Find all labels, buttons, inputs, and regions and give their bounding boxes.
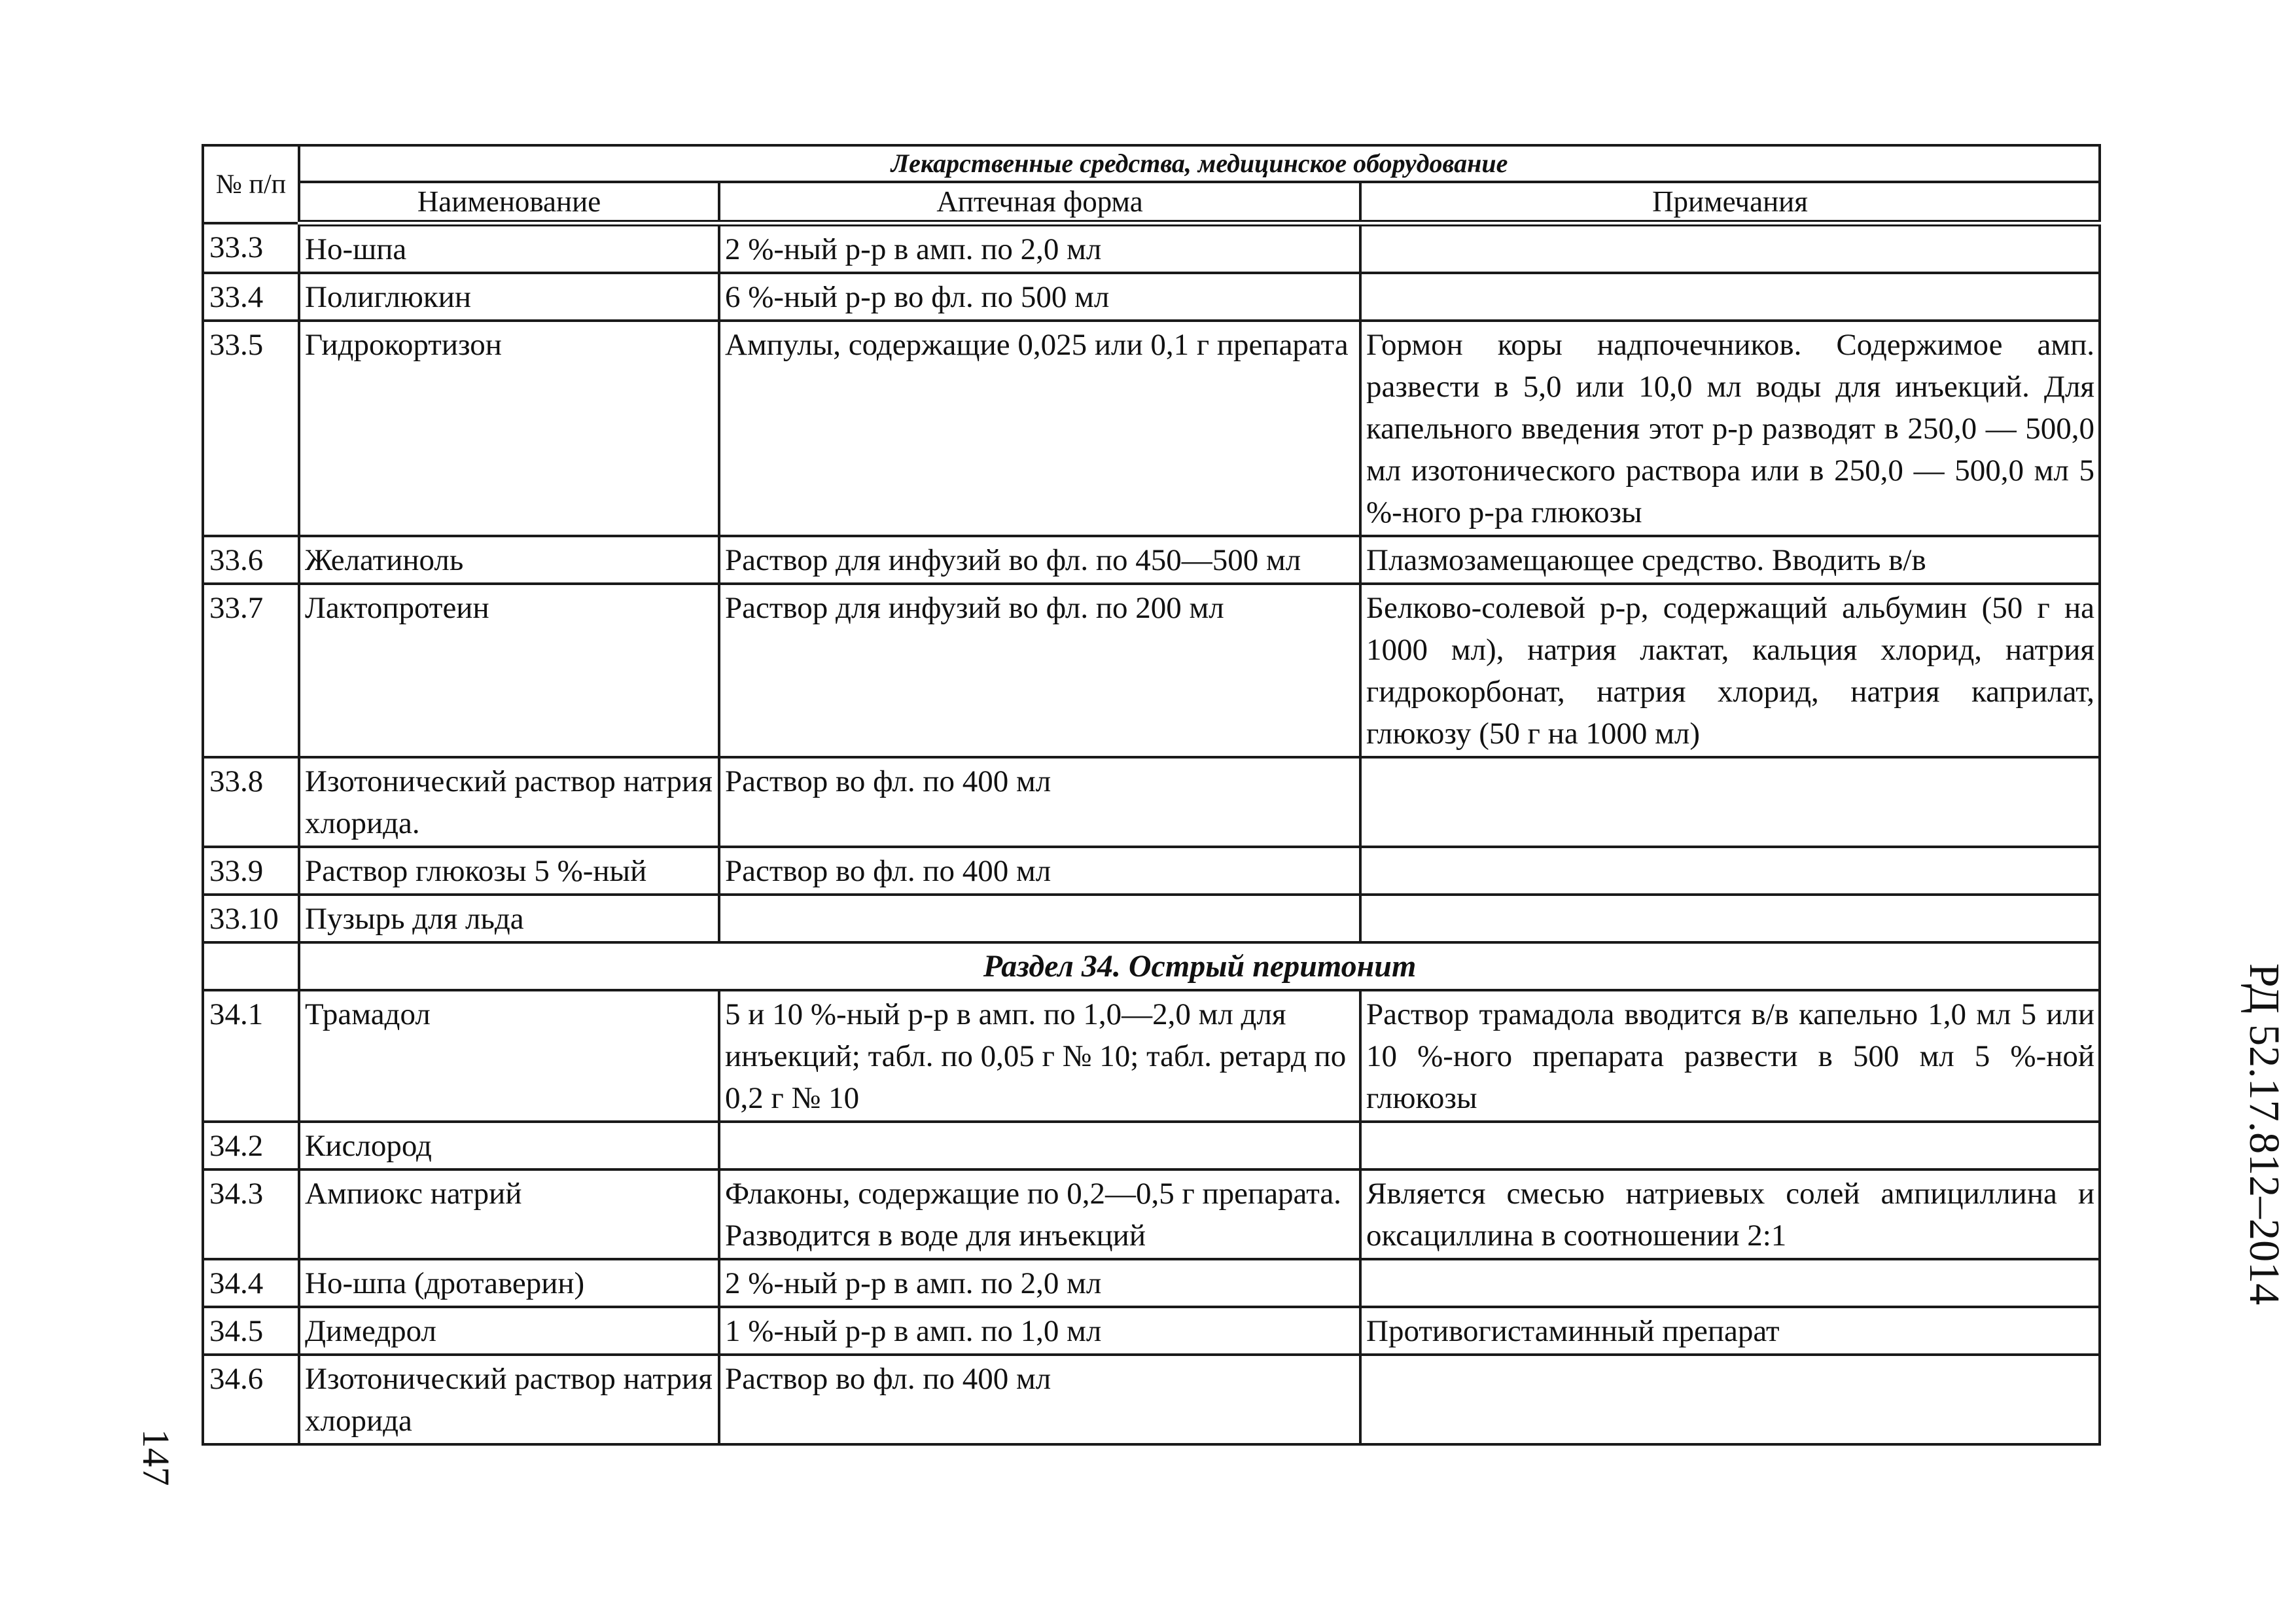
row-form: 2 %-ный р-р в амп. по 2,0 мл (719, 223, 1360, 273)
row-form: Флаконы, содержащие по 0,2—0,5 г препарата. Разводится в воде для инъекций (719, 1169, 1360, 1259)
row-num: 34.3 (203, 1169, 299, 1259)
row-num: 33.10 (203, 895, 299, 942)
row-name: Ампиокс натрий (299, 1169, 719, 1259)
page-number: 147 (135, 1429, 177, 1486)
medications-table (202, 144, 2101, 1446)
section-num-cell (203, 942, 299, 990)
row-name: Но-шпа (дротаверин) (299, 1259, 719, 1307)
row-name: Но-шпа (299, 223, 719, 273)
table-header-row (203, 145, 2100, 182)
table-row (203, 1307, 2100, 1355)
row-num: 33.7 (203, 584, 299, 757)
row-name: Желатиноль (299, 536, 719, 584)
table-body (203, 223, 2100, 1444)
table-row (203, 895, 2100, 942)
row-num: 34.6 (203, 1355, 299, 1444)
table-row (203, 1169, 2100, 1259)
row-num: 33.5 (203, 321, 299, 536)
row-form: 5 и 10 %-ный р-р в амп. по 1,0—2,0 мл для инъекций; табл. по 0,05 г № 10; табл. ретард по 0,2 г № 10 (719, 990, 1360, 1122)
row-note (1360, 273, 2100, 321)
row-name: Полиглюкин (299, 273, 719, 321)
section-title: Раздел 34. Острый перитонит (299, 942, 2100, 990)
header-form: Аптечная форма (719, 182, 1360, 223)
row-note: Раствор трамадола вводится в/в капельно 1,0 мл 5 или 10 %-ного препарата развести в 500 мл 5 %-ной глюкозы (1360, 990, 2100, 1122)
table-row (203, 990, 2100, 1122)
row-form (719, 895, 1360, 942)
row-name: Раствор глюкозы 5 %-ный (299, 847, 719, 895)
table-subheader-row (203, 182, 2100, 223)
row-note (1360, 1122, 2100, 1169)
row-note: Является смесью натриевых солей ампициллина и оксациллина в соотношении 2:1 (1360, 1169, 2100, 1259)
row-note (1360, 1259, 2100, 1307)
row-num: 34.5 (203, 1307, 299, 1355)
row-note: Плазмозамещающее средство. Вводить в/в (1360, 536, 2100, 584)
row-note (1360, 895, 2100, 942)
row-note (1360, 847, 2100, 895)
table-row (203, 584, 2100, 757)
header-name: Наименование (299, 182, 719, 223)
header-note: Примечания (1360, 182, 2100, 223)
row-form: Раствор во фл. по 400 мл (719, 847, 1360, 895)
row-note (1360, 1355, 2100, 1444)
row-num: 33.4 (203, 273, 299, 321)
header-group-title: Лекарственные средства, медицинское оборудование (299, 145, 2100, 182)
table-row (203, 273, 2100, 321)
row-form: Раствор для инфузий во фл. по 450—500 мл (719, 536, 1360, 584)
row-note: Белково-солевой р-р, содержащий альбумин (50 г на 1000 мл), натрия лактат, кальция хлорид, натрия гидрокорбонат, натрия хлорид, натрия каприлат, глюкозу (50 г на 1000 мл) (1360, 584, 2100, 757)
row-name: Трамадол (299, 990, 719, 1122)
row-num: 33.3 (203, 223, 299, 273)
row-note: Противогистаминный препарат (1360, 1307, 2100, 1355)
row-form: 2 %-ный р-р в амп. по 2,0 мл (719, 1259, 1360, 1307)
row-form: Ампулы, содержащие 0,025 или 0,1 г препарата (719, 321, 1360, 536)
table-row (203, 536, 2100, 584)
row-form (719, 1122, 1360, 1169)
table-row (203, 1259, 2100, 1307)
row-num: 33.8 (203, 757, 299, 847)
row-name: Димедрол (299, 1307, 719, 1355)
row-num: 33.9 (203, 847, 299, 895)
row-name: Пузырь для льда (299, 895, 719, 942)
row-form: 1 %-ный р-р в амп. по 1,0 мл (719, 1307, 1360, 1355)
row-name: Изотонический раствор натрия хлорида (299, 1355, 719, 1444)
row-num: 34.2 (203, 1122, 299, 1169)
row-num: 33.6 (203, 536, 299, 584)
row-form: Раствор для инфузий во фл. по 200 мл (719, 584, 1360, 757)
table-row (203, 321, 2100, 536)
row-num: 34.4 (203, 1259, 299, 1307)
table-row (203, 223, 2100, 273)
header-num: № п/п (203, 145, 299, 223)
row-form: 6 %-ный р-р во фл. по 500 мл (719, 273, 1360, 321)
table-row (203, 757, 2100, 847)
document-code: РД 52.17.812–2014 (2240, 963, 2288, 1306)
table-row (203, 1122, 2100, 1169)
row-name: Изотонический раствор натрия хлорида. (299, 757, 719, 847)
row-name: Лактопротеин (299, 584, 719, 757)
table-row (203, 1355, 2100, 1444)
row-form: Раствор во фл. по 400 мл (719, 1355, 1360, 1444)
row-note (1360, 757, 2100, 847)
section-row (203, 942, 2100, 990)
row-note (1360, 223, 2100, 273)
row-name: Гидрокортизон (299, 321, 719, 536)
row-name: Кислород (299, 1122, 719, 1169)
row-num: 34.1 (203, 990, 299, 1122)
row-form: Раствор во фл. по 400 мл (719, 757, 1360, 847)
table-row (203, 847, 2100, 895)
row-note: Гормон коры надпочечников. Содержимое амп. развести в 5,0 или 10,0 мл воды для инъекций. Для капельного введения этот р-р разводят в 250,0 — 500,0 мл изотонического раствора или в 250,0 — 500,0 мл 5 %-ного р-ра глюкозы (1360, 321, 2100, 536)
